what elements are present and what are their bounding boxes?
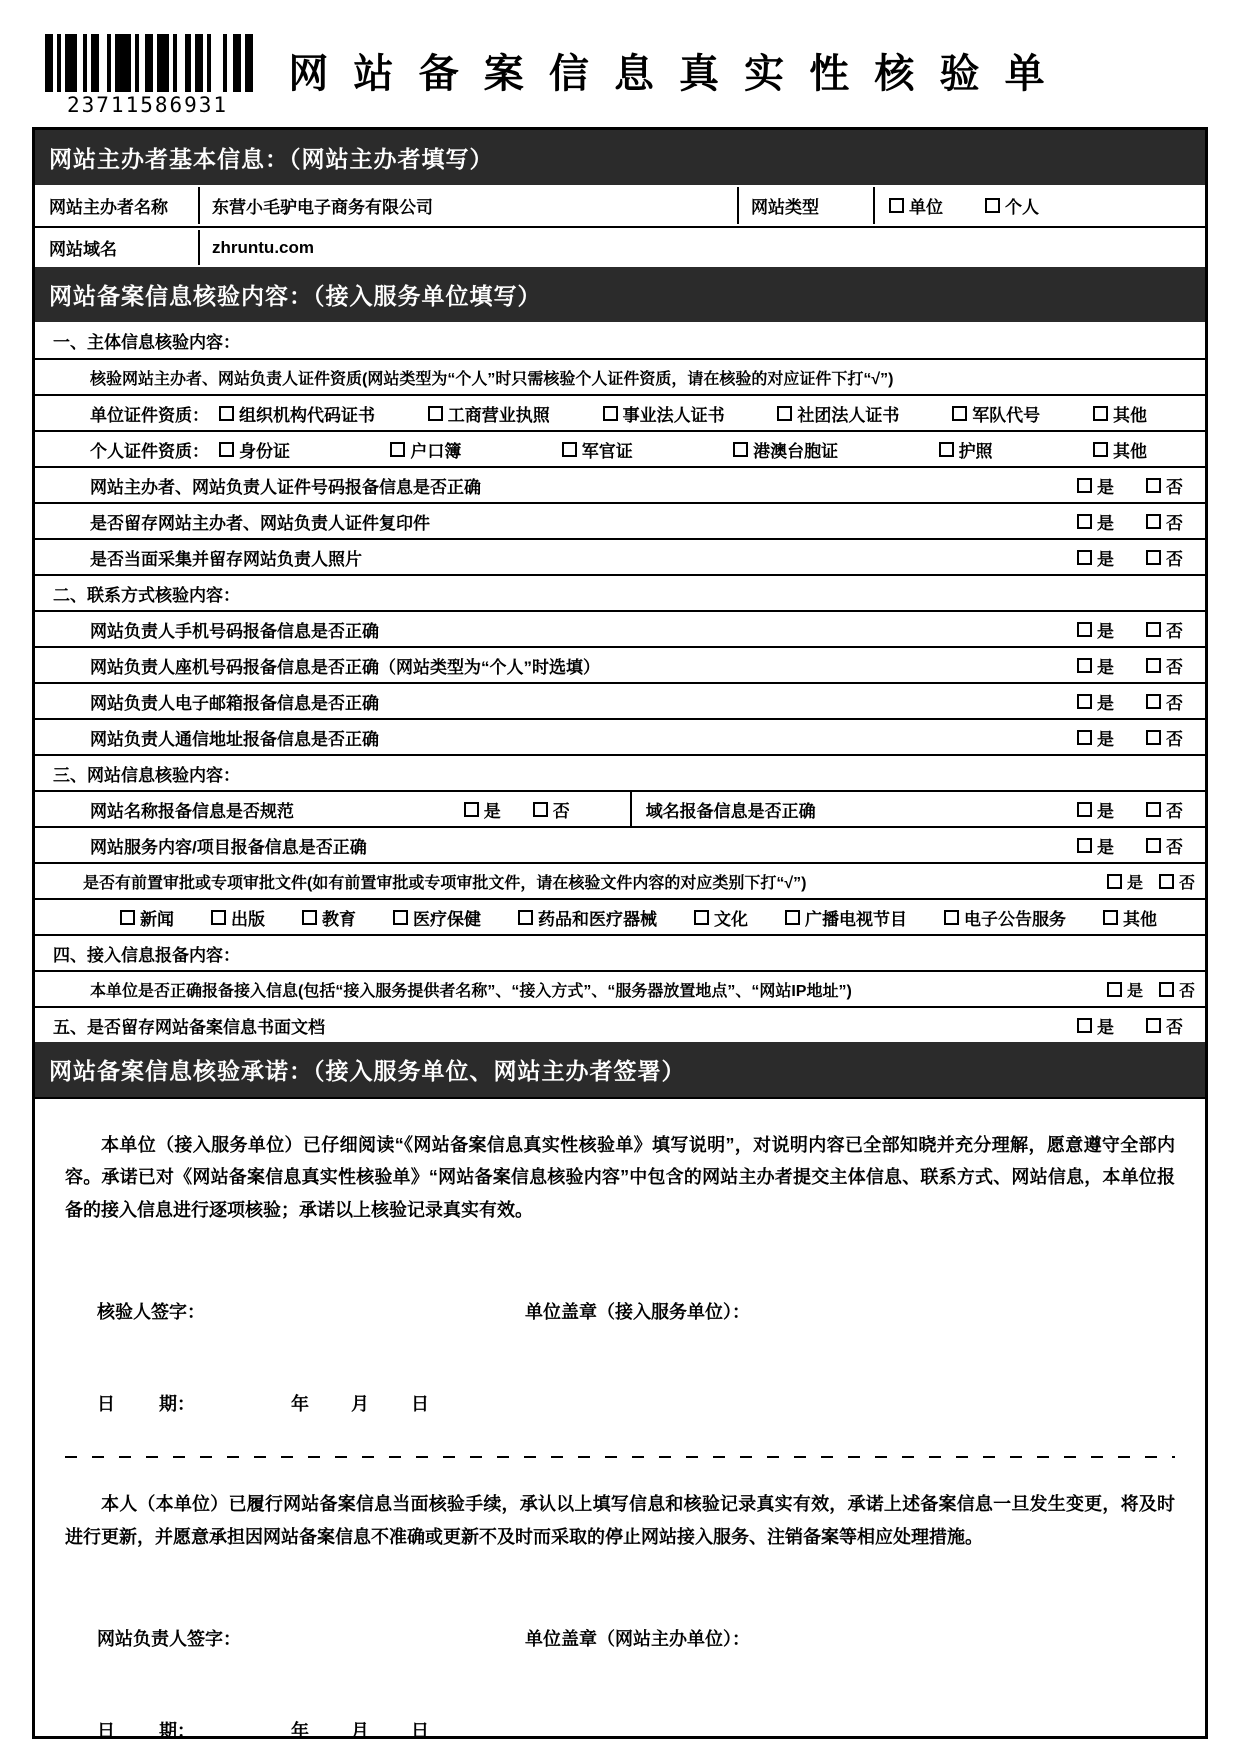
personal-cert-label: 个人证件资质： [90, 441, 209, 461]
personal-cert-option-checkbox[interactable]: 身份证 [219, 437, 290, 462]
no-checkbox[interactable]: 否 [1146, 653, 1183, 678]
checkbox-icon [219, 406, 234, 421]
question-text: 是否当面采集并留存网站负责人照片 [90, 549, 362, 569]
unit-cert-option-checkbox[interactable]: 工商营业执照 [428, 401, 550, 426]
checkbox-icon [1093, 442, 1108, 457]
domain-row [35, 226, 1205, 267]
checkbox-icon [777, 406, 792, 421]
checkbox-icon [390, 442, 405, 457]
approval-categories [35, 905, 1205, 930]
isp-date-row [65, 1390, 1175, 1416]
part5-row [35, 1006, 1205, 1042]
checkbox-icon [1077, 658, 1092, 673]
checkbox-icon [393, 910, 408, 925]
checkbox-icon [733, 442, 748, 457]
yes-no-group [1077, 653, 1205, 678]
yes-checkbox[interactable]: 是 [1107, 870, 1143, 893]
checkbox-icon [1077, 550, 1092, 565]
yes-no-group [1107, 870, 1205, 893]
yes-no-group [1077, 833, 1205, 858]
yes-checkbox[interactable]: 是 [1077, 545, 1114, 570]
checkbox-icon [1077, 478, 1092, 493]
checkbox-icon [302, 910, 317, 925]
yes-checkbox[interactable]: 是 [1077, 617, 1114, 642]
category-checkbox[interactable]: 药品和医疗器械 [518, 905, 657, 930]
checkbox-icon [1146, 838, 1161, 853]
checkbox-icon [1077, 622, 1092, 637]
unit-cert-row [35, 394, 1205, 430]
yes-checkbox[interactable]: 是 [1077, 797, 1114, 822]
checkbox-icon [985, 198, 1000, 213]
part1-heading: 一、主体信息核验内容： [53, 332, 240, 352]
checkbox-icon [889, 198, 904, 213]
checkbox-icon [120, 910, 135, 925]
no-checkbox[interactable]: 否 [533, 797, 570, 822]
site-name-domain-row [35, 790, 1205, 826]
checkbox-icon [1159, 874, 1174, 889]
yes-checkbox[interactable]: 是 [464, 797, 501, 822]
site-type-options [875, 193, 1205, 218]
personal-cert-option-checkbox[interactable]: 其他 [1093, 437, 1147, 462]
category-checkbox[interactable]: 医疗保健 [393, 905, 481, 930]
category-checkbox[interactable]: 新闻 [120, 905, 174, 930]
month-label[interactable]: 月 [351, 1720, 369, 1741]
question-text: 域名报备信息是否正确 [645, 801, 816, 821]
site-manager-signature-label[interactable]: 网站负责人签字： [97, 1628, 241, 1649]
question-row [35, 538, 1205, 574]
category-checkbox[interactable]: 文化 [694, 905, 748, 930]
category-checkbox[interactable]: 电子公告服务 [944, 905, 1066, 930]
site-type-unit-checkbox[interactable]: 单位 [889, 193, 943, 218]
yes-no-group [464, 797, 630, 822]
checkbox-icon [603, 406, 618, 421]
unit-cert-option-checkbox[interactable]: 军队代号 [952, 401, 1040, 426]
site-type-personal-checkbox[interactable]: 个人 [985, 193, 1039, 218]
personal-cert-option-checkbox[interactable]: 护照 [939, 437, 993, 462]
organizer-commitment-paragraph: 本人（本单位）已履行网站备案信息当面核验手续，承认以上填写信息和核验记录真实有效，承诺上述备案信息一旦发生变更，将及时进行更新，并愿意承担因网站备案信息不准确或更新不及时而采取的停止网站接入服务、注销备案等相应处理措施。 [65, 1494, 1175, 1547]
yes-checkbox[interactable]: 是 [1077, 725, 1114, 750]
barcode-image [45, 34, 253, 92]
no-checkbox[interactable]: 否 [1159, 870, 1195, 893]
month-label[interactable]: 月 [351, 1394, 369, 1415]
category-checkbox[interactable]: 教育 [302, 905, 356, 930]
no-checkbox[interactable]: 否 [1159, 978, 1195, 1001]
isp-stamp-label[interactable]: 单位盖章（接入服务单位）： [525, 1302, 750, 1323]
category-checkbox[interactable]: 广播电视节目 [785, 905, 907, 930]
organizer-name-label: 网站主办者名称 [35, 187, 200, 224]
isp-signature-row [65, 1298, 1175, 1324]
date-label: 日 [97, 1720, 115, 1741]
cert-note-text: 核验网站主办者、网站负责人证件资质(网站类型为“个人”时只需核验个人证件资质，请在核验的对应证件下打“√”) [90, 370, 894, 388]
organizer-signature-row [65, 1625, 1175, 1651]
checkbox-icon [1146, 694, 1161, 709]
question-row [35, 646, 1205, 682]
yes-checkbox[interactable]: 是 [1077, 689, 1114, 714]
personal-cert-option-checkbox[interactable]: 户口簿 [390, 437, 461, 462]
date-label: 日 [97, 1394, 115, 1415]
barcode-number: 23711586931 [67, 93, 229, 117]
yes-no-group [1107, 978, 1205, 1001]
checkbox-icon [1146, 658, 1161, 673]
personal-cert-row [35, 430, 1205, 466]
verifier-signature-label[interactable]: 核验人签字： [97, 1302, 205, 1323]
question-text: 网站名称报备信息是否规范 [90, 801, 294, 821]
yes-checkbox[interactable]: 是 [1077, 1013, 1114, 1038]
question-text: 本单位是否正确报备接入信息(包括“接入服务提供者名称”、“接入方式”、“服务器放置地点”、“网站IP地址”) [90, 982, 852, 1000]
yes-no-group [1077, 797, 1205, 822]
access-question-row [35, 970, 1205, 1006]
checkbox-icon [1159, 982, 1174, 997]
organizer-date-row [65, 1717, 1175, 1743]
checkbox-icon [694, 910, 709, 925]
checkbox-icon [939, 442, 954, 457]
domain-value[interactable]: zhruntu.com [212, 237, 314, 257]
checkbox-icon [1107, 982, 1122, 997]
checkbox-icon [1146, 622, 1161, 637]
organizer-name-value[interactable]: 东营小毛驴电子商务有限公司 [212, 198, 433, 217]
section3-header: 网站备案信息核验承诺：（接入服务单位、网站主办者签署） [35, 1042, 1205, 1097]
no-checkbox[interactable]: 否 [1146, 797, 1183, 822]
checkbox-icon [1146, 514, 1161, 529]
yes-checkbox[interactable]: 是 [1077, 509, 1114, 534]
question-row [35, 682, 1205, 718]
question-row [35, 826, 1205, 862]
checkbox-icon [1077, 694, 1092, 709]
page-header [0, 0, 1240, 127]
checkbox-icon [428, 406, 443, 421]
personal-cert-option-checkbox[interactable]: 军官证 [562, 437, 633, 462]
page-title: 网 站 备 案 信 息 真 实 性 核 验 单 [288, 52, 1052, 96]
checkbox-icon [785, 910, 800, 925]
yes-no-group [1077, 689, 1205, 714]
no-checkbox[interactable]: 否 [1146, 545, 1183, 570]
organizer-stamp-label[interactable]: 单位盖章（网站主办单位）： [525, 1628, 750, 1649]
part2-heading: 二、联系方式核验内容： [35, 574, 1205, 610]
cert-note-row [35, 358, 1205, 394]
question-text: 网站负责人电子邮箱报备信息是否正确 [90, 693, 379, 713]
date-label: 期： [159, 1394, 195, 1415]
checkbox-icon [1077, 1018, 1092, 1033]
date-label: 期： [159, 1720, 195, 1741]
yes-no-group [1077, 509, 1205, 534]
unit-cert-option-checkbox[interactable]: 组织机构代码证书 [219, 401, 375, 426]
unit-cert-option-checkbox[interactable]: 其他 [1093, 401, 1147, 426]
checkbox-icon [1077, 802, 1092, 817]
yes-checkbox[interactable]: 是 [1077, 833, 1114, 858]
checkbox-icon [1077, 838, 1092, 853]
unit-cert-options [219, 401, 1205, 426]
site-type-label: 网站类型 [737, 187, 875, 224]
checkbox-icon [1077, 514, 1092, 529]
checkbox-icon [944, 910, 959, 925]
yes-checkbox[interactable]: 是 [1107, 978, 1143, 1001]
unit-cert-label: 单位证件资质： [90, 405, 209, 425]
yes-no-group [1077, 725, 1205, 750]
dashed-divider [65, 1456, 1175, 1458]
question-text: 是否有前置审批或专项审批文件(如有前置审批或专项审批文件，请在核验文件内容的对应类别下打“√”) [83, 874, 807, 892]
checkbox-icon [518, 910, 533, 925]
question-row [35, 610, 1205, 646]
checkbox-icon [562, 442, 577, 457]
checkbox-icon [533, 802, 548, 817]
checkbox-icon [1146, 730, 1161, 745]
no-checkbox[interactable]: 否 [1146, 473, 1183, 498]
yes-no-group [1077, 545, 1205, 570]
checkbox-icon [464, 802, 479, 817]
question-text: 网站负责人通信地址报备信息是否正确 [90, 729, 379, 749]
checkbox-icon [1107, 874, 1122, 889]
yes-checkbox[interactable]: 是 [1077, 473, 1114, 498]
yes-no-group [1077, 473, 1205, 498]
no-checkbox[interactable]: 否 [1146, 1013, 1183, 1038]
isp-commitment-paragraph: 本单位（接入服务单位）已仔细阅读“《网站备案信息真实性核验单》填写说明”，对说明内容已全部知晓并充分理解，愿意遵守全部内容。承诺已对《网站备案信息真实性核验单》“网站备案信息核验内容”中包含的网站主办者提交主体信息、联系方式、网站信息，本单位报备的接入信息进行逐项核验；承诺以上核验记录真实有效。 [65, 1135, 1175, 1220]
checkbox-icon [211, 910, 226, 925]
question-text: 网站主办者、网站负责人证件号码报备信息是否正确 [90, 477, 481, 497]
unit-cert-option-checkbox[interactable]: 社团法人证书 [777, 401, 899, 426]
yes-no-group [1077, 1013, 1205, 1038]
checkbox-icon [1146, 550, 1161, 565]
year-label[interactable]: 年 [291, 1394, 309, 1415]
no-checkbox[interactable]: 否 [1146, 509, 1183, 534]
question-text: 网站负责人手机号码报备信息是否正确 [90, 621, 379, 641]
personal-cert-options [219, 437, 1205, 462]
yes-checkbox[interactable]: 是 [1077, 653, 1114, 678]
section1-header: 网站主办者基本信息：（网站主办者填写） [35, 130, 1205, 185]
approval-question-row [35, 862, 1205, 898]
approval-categories-row [35, 898, 1205, 934]
question-text: 网站服务内容/项目报备信息是否正确 [90, 837, 367, 857]
domain-label: 网站域名 [35, 230, 200, 265]
domain-question [632, 797, 1205, 822]
checkbox-icon [1093, 406, 1108, 421]
checkbox-icon [1077, 730, 1092, 745]
day-label[interactable]: 日 [411, 1394, 429, 1415]
yes-no-group [1077, 617, 1205, 642]
checkbox-icon [1146, 478, 1161, 493]
commitment-area [35, 1097, 1205, 1743]
checkbox-icon [952, 406, 967, 421]
checkbox-icon [1103, 910, 1118, 925]
part4-heading: 四、接入信息报备内容： [35, 934, 1205, 970]
question-text: 是否留存网站主办者、网站负责人证件复印件 [90, 513, 430, 533]
part3-heading: 三、网站信息核验内容： [35, 754, 1205, 790]
barcode-block [45, 34, 260, 117]
question-row [35, 466, 1205, 502]
category-checkbox[interactable]: 出版 [211, 905, 265, 930]
no-checkbox[interactable]: 否 [1146, 725, 1183, 750]
personal-cert-option-checkbox[interactable]: 港澳台胞证 [733, 437, 838, 462]
site-name-question [35, 792, 632, 826]
checkbox-icon [1146, 802, 1161, 817]
no-checkbox[interactable]: 否 [1146, 833, 1183, 858]
year-label[interactable]: 年 [291, 1720, 309, 1741]
question-text: 网站负责人座机号码报备信息是否正确（网站类型为“个人”时选填） [90, 657, 600, 677]
no-checkbox[interactable]: 否 [1146, 617, 1183, 642]
checkbox-icon [219, 442, 234, 457]
part5-heading: 五、是否留存网站备案信息书面文档 [53, 1017, 325, 1037]
day-label[interactable]: 日 [411, 1720, 429, 1741]
form-table [32, 127, 1208, 1739]
no-checkbox[interactable]: 否 [1146, 689, 1183, 714]
organizer-name-row [35, 185, 1205, 226]
section2-header: 网站备案信息核验内容：（接入服务单位填写） [35, 267, 1205, 322]
unit-cert-option-checkbox[interactable]: 事业法人证书 [603, 401, 725, 426]
question-row [35, 718, 1205, 754]
category-checkbox[interactable]: 其他 [1103, 905, 1157, 930]
question-row [35, 502, 1205, 538]
checkbox-icon [1146, 1018, 1161, 1033]
